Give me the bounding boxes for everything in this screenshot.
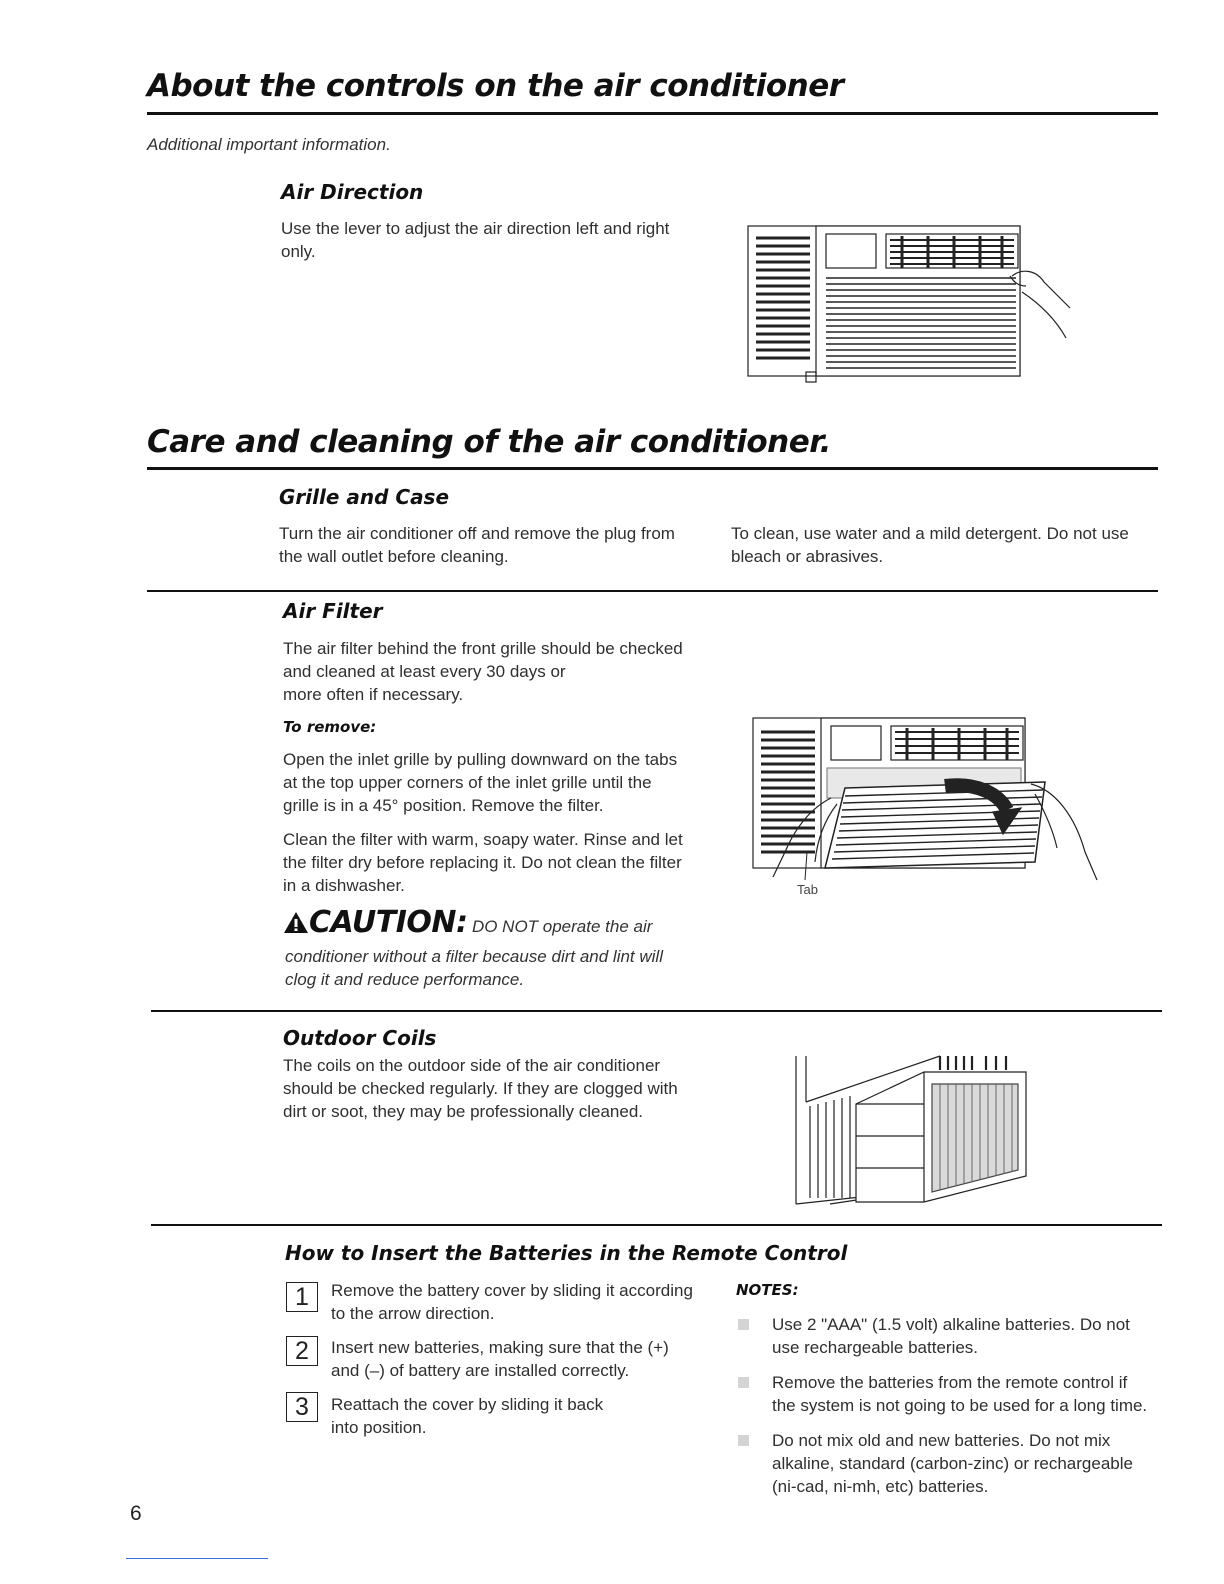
text-line: more often if necessary.: [283, 685, 464, 704]
section-divider: [151, 1010, 1162, 1012]
air-direction-illustration: [740, 220, 1080, 385]
text-line: alkaline, standard (carbon-zinc) or rechargeable: [772, 1454, 1133, 1473]
text-line: Remove the batteries from the remote control if: [772, 1373, 1128, 1392]
text-line: bleach or abrasives.: [731, 547, 884, 566]
text-line: use rechargeable batteries.: [772, 1338, 979, 1357]
text-line: in a dishwasher.: [283, 876, 405, 895]
heading-batteries: How to Insert the Batteries in the Remote Control: [285, 1241, 848, 1265]
caution-block: [283, 905, 652, 940]
text-line: conditioner without a filter because dirt and lint will: [285, 947, 663, 966]
section-divider: [147, 590, 1158, 592]
text-line: The coils on the outdoor side of the air conditioner: [283, 1056, 661, 1075]
step-number-2: 2: [286, 1336, 318, 1366]
text-line: Reattach the cover by sliding it back: [331, 1395, 604, 1414]
section-divider: [151, 1224, 1162, 1226]
text-line: Clean the filter with warm, soapy water. Rinse and let: [283, 830, 683, 849]
heading-air-direction: Air Direction: [281, 180, 424, 204]
text-line: grille is in a 45° position. Remove the filter.: [283, 796, 604, 815]
note-3: [772, 1429, 1133, 1498]
section-title-care: Care and cleaning of the air conditioner.: [147, 424, 831, 460]
grille-case-right-text: [731, 522, 1161, 568]
text-line: should be checked regularly. If they are clogged with: [283, 1079, 678, 1098]
text-line: only.: [281, 242, 316, 261]
bullet-icon: [738, 1377, 749, 1388]
heading-outdoor-coils: Outdoor Coils: [283, 1026, 437, 1050]
text-line: The air filter behind the front grille should be checked: [283, 639, 683, 658]
caution-line: DO NOT operate the air: [471, 917, 653, 936]
text-line: Turn the air conditioner off and remove the plug from: [279, 524, 675, 543]
grille-case-left-text: [279, 522, 719, 568]
air-filter-text: [283, 637, 683, 706]
title-rule: [147, 112, 1158, 115]
to-remove-label: To remove:: [283, 718, 377, 736]
text-line: Do not mix old and new batteries. Do not mix: [772, 1431, 1111, 1450]
text-line: Use the lever to adjust the air direction left and right: [281, 219, 670, 238]
heading-grille-case: Grille and Case: [279, 485, 450, 509]
text-line: into position.: [331, 1418, 427, 1437]
text-line: to the arrow direction.: [331, 1304, 495, 1323]
text-line: Insert new batteries, making sure that the (+): [331, 1338, 669, 1357]
text-line: To clean, use water and a mild detergent. Do not use: [731, 524, 1129, 543]
step-2-text: [331, 1336, 669, 1382]
outdoor-coils-text: [283, 1054, 678, 1123]
notes-label: NOTES:: [736, 1281, 799, 1299]
step-3-text: [331, 1393, 603, 1439]
text-line: Open the inlet grille by pulling downward on the tabs: [283, 750, 678, 769]
step-1-text: [331, 1279, 693, 1325]
intro-text: Additional important information.: [147, 135, 391, 154]
text-line: (ni-cad, ni-mh, etc) batteries.: [772, 1477, 989, 1496]
text-line: and cleaned at least every 30 days or: [283, 662, 566, 681]
text-line: and (–) of battery are installed correctly.: [331, 1361, 630, 1380]
text-line: Remove the battery cover by sliding it according: [331, 1281, 693, 1300]
clean-instructions: [283, 828, 683, 897]
page-number: 6: [130, 1502, 142, 1525]
text-line: the wall outlet before cleaning.: [279, 547, 509, 566]
remove-instructions: [283, 748, 677, 817]
heading-air-filter: Air Filter: [283, 599, 383, 623]
text-line: at the top upper corners of the inlet grille until the: [283, 773, 652, 792]
text-line: clog it and reduce performance.: [285, 970, 525, 989]
step-number-1: 1: [286, 1282, 318, 1312]
warning-triangle-icon: [283, 910, 309, 934]
note-2: [772, 1371, 1147, 1417]
text-line: dirt or soot, they may be professionally cleaned.: [283, 1102, 644, 1121]
section-title-controls: About the controls on the air conditioner: [147, 68, 844, 104]
air-direction-text: [281, 217, 669, 263]
caution-text: [285, 945, 663, 991]
footer-rule: [126, 1558, 268, 1559]
note-1: [772, 1313, 1130, 1359]
step-number-3: 3: [286, 1392, 318, 1422]
bullet-icon: [738, 1319, 749, 1330]
title-rule: [147, 467, 1158, 470]
outdoor-coils-illustration: [790, 1052, 1040, 1212]
text-line: the filter dry before replacing it. Do not clean the filter: [283, 853, 682, 872]
tab-label: Tab: [797, 882, 818, 897]
text-line: Use 2 "AAA" (1.5 volt) alkaline batteries. Do not: [772, 1315, 1130, 1334]
caution-label: CAUTION:: [309, 905, 468, 940]
bullet-icon: [738, 1435, 749, 1446]
text-line: the system is not going to be used for a long time.: [772, 1396, 1148, 1415]
filter-removal-illustration: [745, 712, 1115, 902]
